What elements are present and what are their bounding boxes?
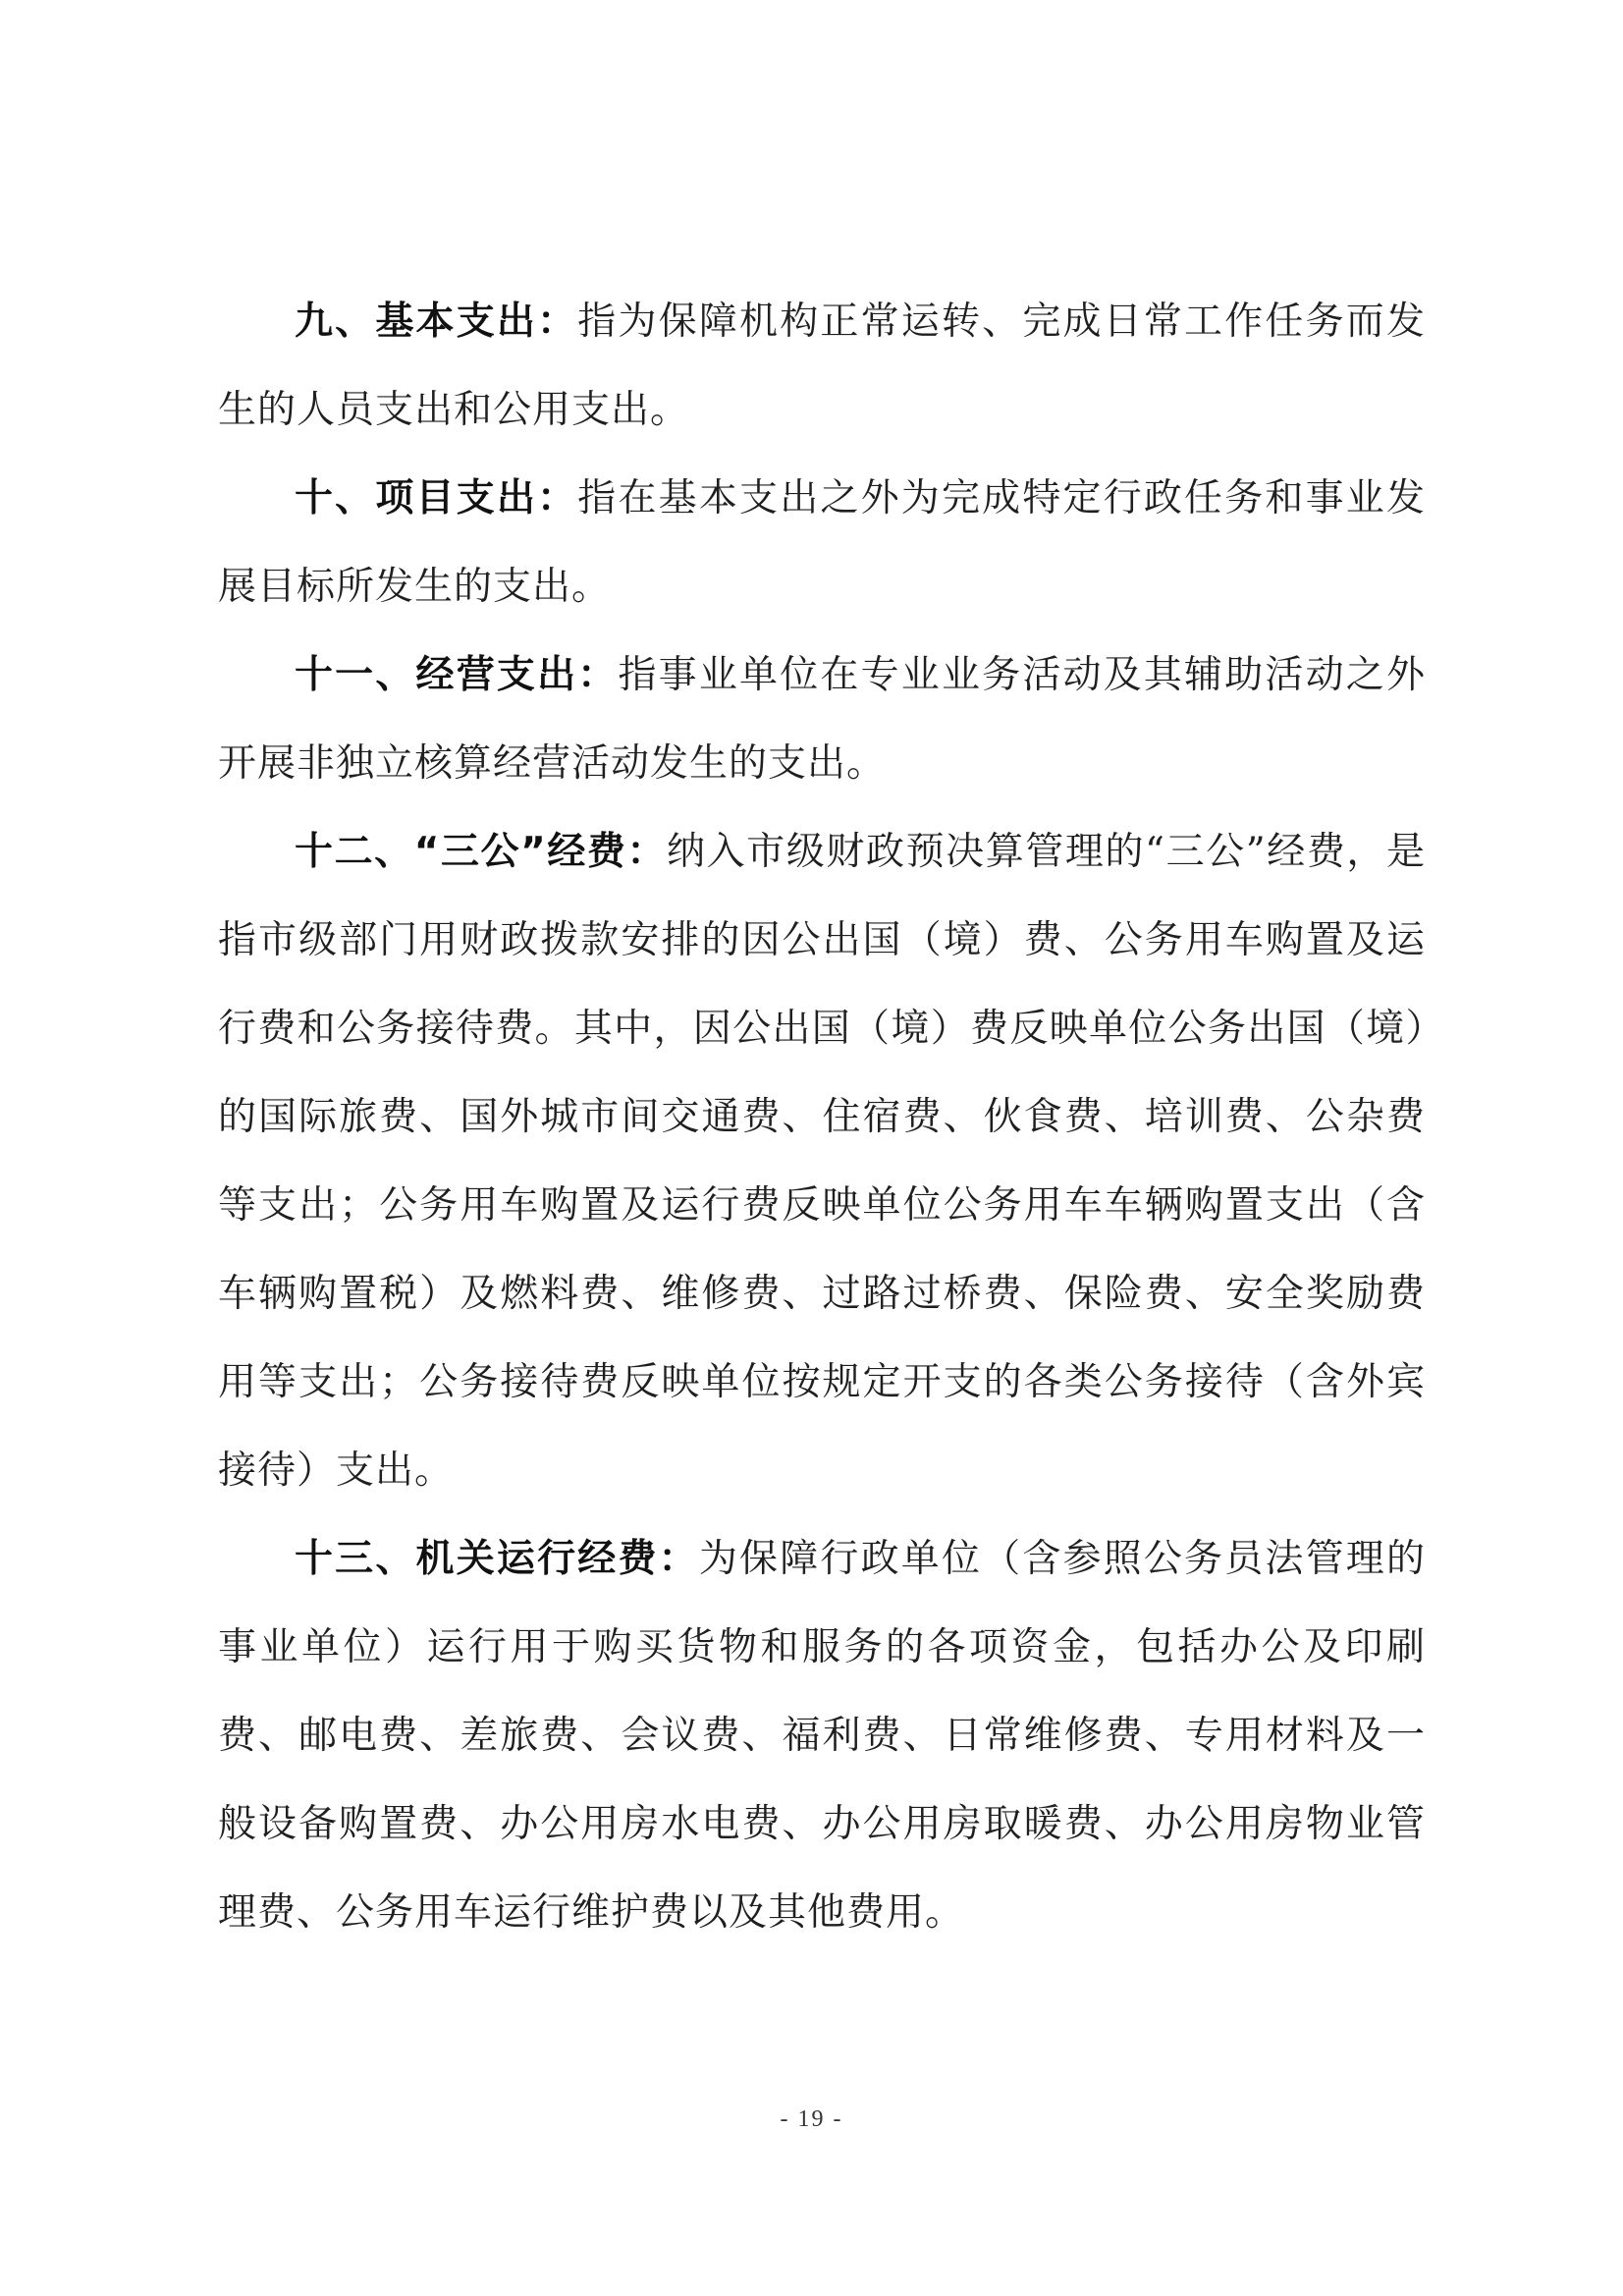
paragraph-three-public-funds [218,808,1426,1515]
definition-project-expenditure: 指在基本支出之外为完成特定行政任务和事业发展目标所发生的支出。 [218,476,1426,609]
paragraph-project-expenditure [218,455,1426,631]
paragraph-basic-expenditure [218,278,1426,455]
document-body [218,278,1426,1957]
term-project-expenditure: 十、项目支出： [295,476,578,520]
definition-agency-operating-funds: 为保障行政单位（含参照公务员法管理的事业单位）运行用于购买货物和服务的各项资金，包括办公及印刷费、邮电费、差旅费、会议费、福利费、日常维修费、专用材料及一般设备购置费、办公用房水电费、办公用房取暖费、办公用房物业管理费、公务用车运行维护费以及其他费用。 [218,1537,1426,1935]
paragraph-agency-operating-funds [218,1515,1426,1957]
definition-operating-expenditure: 指事业单位在专业业务活动及其辅助活动之外开展非独立核算经营活动发生的支出。 [218,653,1426,786]
term-operating-expenditure: 十一、经营支出： [295,653,619,697]
term-agency-operating-funds: 十三、机关运行经费： [295,1537,699,1581]
term-basic-expenditure: 九、基本支出： [295,300,578,344]
definition-basic-expenditure: 指为保障机构正常运转、完成日常工作任务而发生的人员支出和公用支出。 [218,300,1426,432]
definition-three-public-funds: 纳入市级财政预决算管理的“三公”经费，是指市级部门用财政拨款安排的因公出国（境）费、公务用车购置及运行费和公务接待费。其中，因公出国（境）费反映单位公务出国（境）的国际旅费、国外城市间交通费、住宿费、伙食费、培训费、公杂费等支出；公务用车购置及运行费反映单位公务用车车辆购置支出（含车辆购置税）及燃料费、维修费、过路过桥费、保险费、安全奖励费用等支出；公务接待费反映单位按规定开支的各类公务接待（含外宾接待）支出。 [218,830,1426,1493]
page-number: - 19 - [780,2106,843,2132]
paragraph-operating-expenditure [218,631,1426,808]
term-three-public-funds: 十二、“三公”经费： [295,830,668,874]
